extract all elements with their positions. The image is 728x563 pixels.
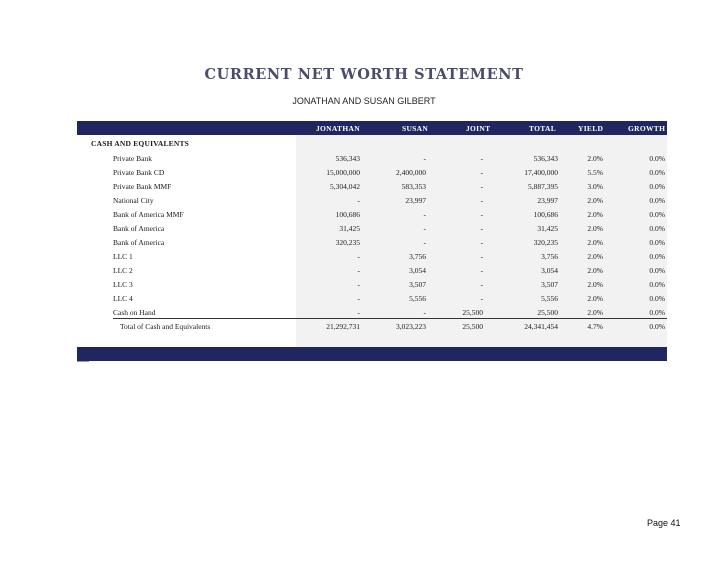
cell-yield: 2.0%: [587, 280, 603, 289]
cell-susan: 2,400,000: [396, 168, 426, 177]
cell-jonathan: 5,304,042: [330, 182, 360, 191]
table-row: [77, 250, 667, 264]
table-row: [77, 152, 667, 166]
cell-yield: 2.0%: [587, 266, 603, 275]
cell-growth: 0.0%: [649, 308, 665, 317]
cell-jonathan: -: [357, 294, 360, 303]
cell-susan: 23,997: [405, 196, 426, 205]
cell-yield: 2.0%: [587, 210, 603, 219]
table-footer-bar: [77, 347, 667, 361]
cell-total: 320,235: [533, 238, 558, 247]
cell-growth: 0.0%: [649, 182, 665, 191]
cell-total: 3,054: [541, 266, 558, 275]
cell-yield: 2.0%: [587, 154, 603, 163]
total-susan: 3,023,223: [396, 322, 426, 331]
table-header-bar: [77, 121, 667, 135]
col-header-yield: YIELD: [578, 124, 604, 133]
client-names: JONATHAN AND SUSAN GILBERT: [292, 96, 436, 106]
cell-susan: 3,507: [409, 280, 426, 289]
cell-jonathan: -: [357, 308, 360, 317]
col-header-joint: JOINT: [466, 124, 491, 133]
cell-label: Private Bank MMF: [113, 182, 172, 191]
cell-yield: 2.0%: [587, 238, 603, 247]
cell-joint: -: [480, 224, 483, 233]
cell-yield: 2.0%: [587, 196, 603, 205]
cell-joint: -: [480, 238, 483, 247]
cell-label: National City: [113, 196, 154, 205]
table-row: [77, 292, 667, 306]
cell-joint: -: [480, 168, 483, 177]
cell-joint: -: [480, 280, 483, 289]
cell-growth: 0.0%: [649, 154, 665, 163]
cell-susan: -: [423, 224, 426, 233]
cell-total: 5,887,395: [528, 182, 558, 191]
cell-joint: -: [480, 210, 483, 219]
cell-yield: 2.0%: [587, 294, 603, 303]
col-header-total: TOTAL: [529, 124, 557, 133]
cell-label: LLC 4: [113, 294, 133, 303]
col-header-growth: GROWTH: [628, 124, 666, 133]
cell-label: LLC 1: [113, 252, 133, 261]
cell-yield: 2.0%: [587, 252, 603, 261]
cell-susan: 3,054: [409, 266, 426, 275]
total-jonathan: 21,292,731: [326, 322, 360, 331]
table-row: [77, 264, 667, 278]
cell-growth: 0.0%: [649, 294, 665, 303]
cell-total: 23,997: [537, 196, 558, 205]
cell-total: 31,425: [537, 224, 558, 233]
table-row: [77, 180, 667, 194]
cell-growth: 0.0%: [649, 266, 665, 275]
cell-joint: -: [480, 154, 483, 163]
cell-label: LLC 3: [113, 280, 133, 289]
total-total: 24,341,454: [524, 322, 558, 331]
margin-tick: [77, 361, 89, 362]
cell-total: 100,686: [533, 210, 558, 219]
cell-jonathan: 536,343: [335, 154, 360, 163]
cell-jonathan: 100,686: [335, 210, 360, 219]
total-label: Total of Cash and Equivalents: [120, 322, 211, 331]
cell-yield: 2.0%: [587, 308, 603, 317]
cell-label: Private Bank: [113, 154, 152, 163]
cell-label: Bank of America MMF: [113, 210, 184, 219]
cell-yield: 3.0%: [587, 182, 603, 191]
cell-yield: 5.5%: [587, 168, 603, 177]
cell-jonathan: -: [357, 252, 360, 261]
table-row: [77, 236, 667, 250]
cell-jonathan: -: [357, 196, 360, 205]
cell-jonathan: 320,235: [335, 238, 360, 247]
col-header-susan: SUSAN: [402, 124, 429, 133]
table-row: [77, 222, 667, 236]
cell-total: 17,400,000: [524, 168, 558, 177]
table-row: [77, 194, 667, 208]
cell-jonathan: 31,425: [339, 224, 360, 233]
col-header-jonathan: JONATHAN: [316, 124, 360, 133]
cell-susan: 3,756: [409, 252, 426, 261]
total-yield: 4.7%: [587, 322, 603, 331]
cell-growth: 0.0%: [649, 238, 665, 247]
cell-jonathan: -: [357, 266, 360, 275]
cell-growth: 0.0%: [649, 210, 665, 219]
page-number: Page 41: [647, 518, 681, 528]
cell-label: Bank of America: [113, 224, 165, 233]
cell-joint: -: [480, 266, 483, 275]
total-row: [77, 320, 667, 334]
total-joint: 25,500: [462, 322, 483, 331]
cell-susan: 583,353: [401, 182, 426, 191]
cell-joint: -: [480, 196, 483, 205]
cell-jonathan: -: [357, 280, 360, 289]
cell-yield: 2.0%: [587, 224, 603, 233]
cell-joint: -: [480, 182, 483, 191]
cell-total: 25,500: [537, 308, 558, 317]
cell-joint: -: [480, 294, 483, 303]
cell-susan: 5,556: [409, 294, 426, 303]
cell-growth: 0.0%: [649, 252, 665, 261]
cell-label: Cash on Hand: [113, 308, 156, 317]
cell-growth: 0.0%: [649, 224, 665, 233]
cell-total: 536,343: [533, 154, 558, 163]
total-growth: 0.0%: [649, 322, 665, 331]
cell-susan: -: [423, 154, 426, 163]
cell-susan: -: [423, 308, 426, 317]
cell-label: Private Bank CD: [113, 168, 165, 177]
cell-total: 3,756: [541, 252, 558, 261]
cell-total: 5,556: [541, 294, 558, 303]
cell-label: Bank of America: [113, 238, 165, 247]
table-row: [77, 208, 667, 222]
table-row: [77, 166, 667, 180]
section-heading: CASH AND EQUIVALENTS: [91, 139, 190, 148]
cell-growth: 0.0%: [649, 196, 665, 205]
cell-joint: -: [480, 252, 483, 261]
cell-label: LLC 2: [113, 266, 133, 275]
cell-total: 3,507: [541, 280, 558, 289]
cell-susan: -: [423, 210, 426, 219]
statement-title: CURRENT NET WORTH STATEMENT: [204, 66, 524, 83]
cell-jonathan: 15,000,000: [326, 168, 360, 177]
cell-susan: -: [423, 238, 426, 247]
cell-joint: 25,500: [462, 308, 483, 317]
total-separator-line: [113, 318, 667, 319]
cell-growth: 0.0%: [649, 168, 665, 177]
net-worth-table: [77, 121, 667, 361]
table-row: [77, 278, 667, 292]
cell-growth: 0.0%: [649, 280, 665, 289]
